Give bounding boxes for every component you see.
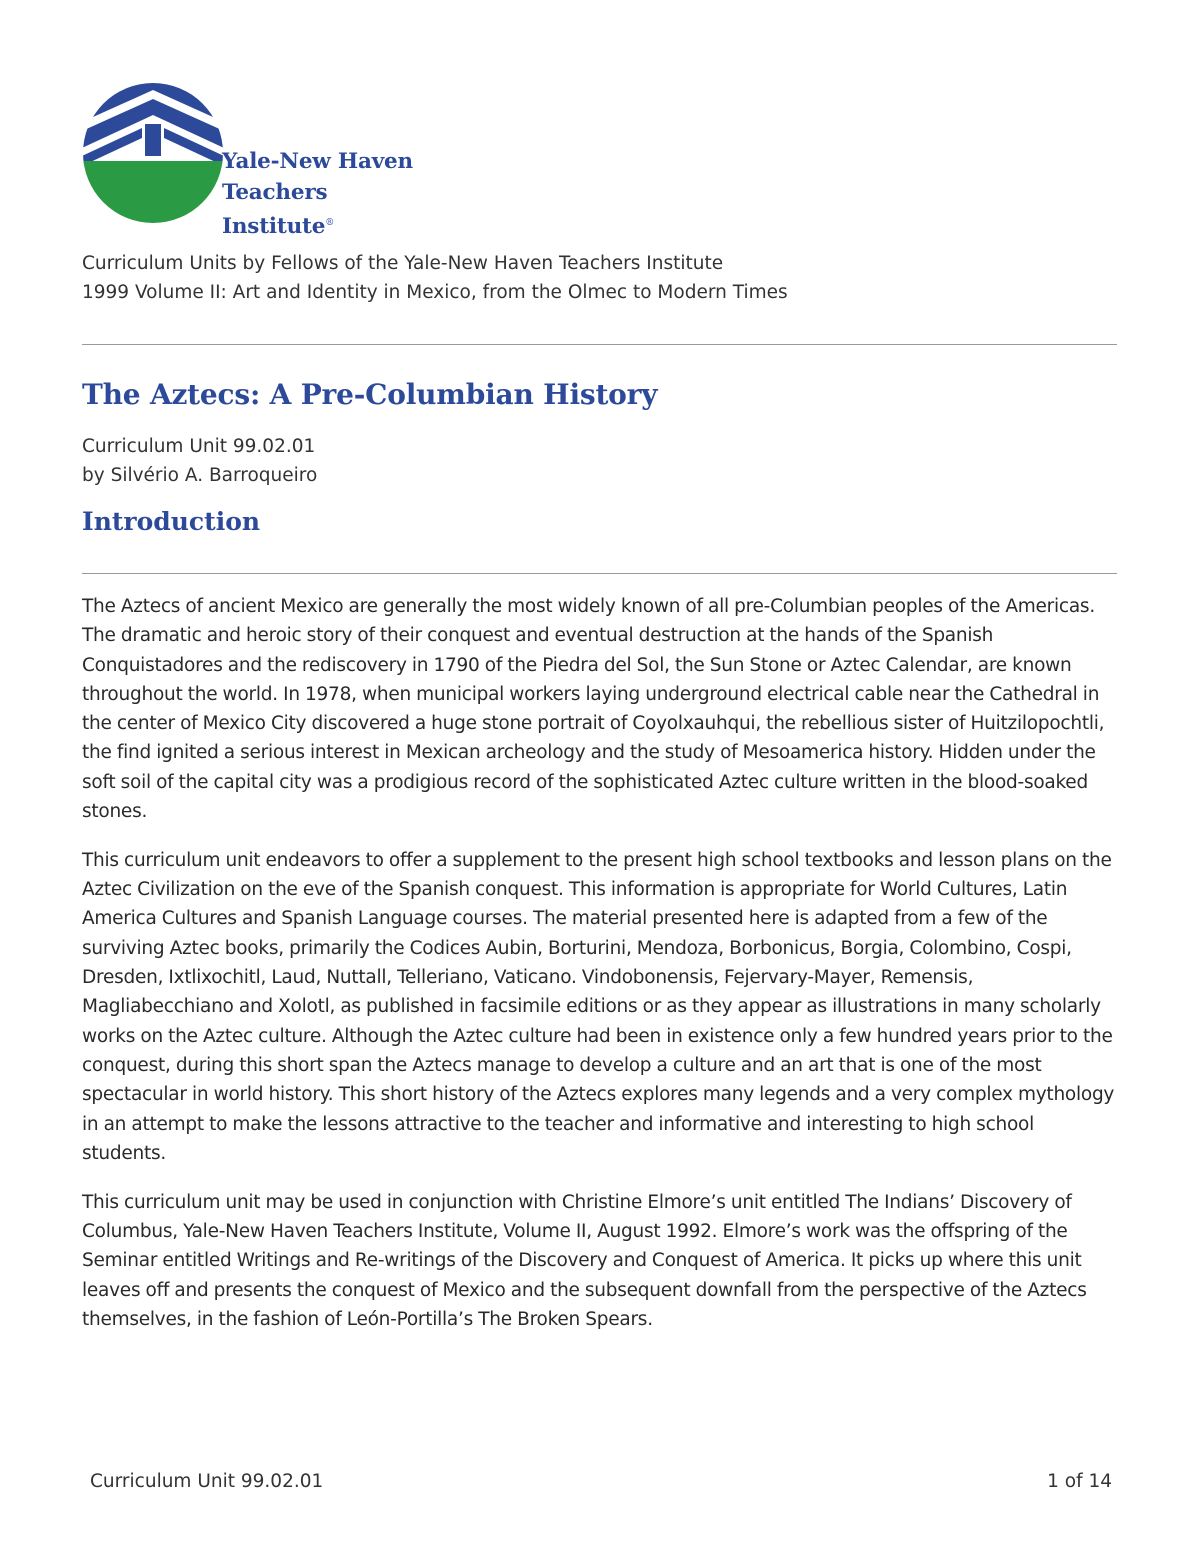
logo-mark-icon (82, 82, 224, 224)
registered-mark: ® (325, 218, 335, 228)
unit-meta (82, 432, 317, 490)
author-line: by Silvério A. Barroqueiro (82, 465, 318, 486)
paragraph: This curriculum unit may be used in conjunction with Christine Elmore’s unit entitled The Indians’ Discovery of Columbus, Yale-New Haven Teachers Institute, Volume II, August 1992. Elmore’s work was the offspring of the Seminar entitled Writings and Re-writings of the Discovery and Conquest of America. It picks up where this unit leaves off and presents the conquest of Mexico and the subsequent downfall from the perspective of the Aztecs themselves, in the fashion of León-Portilla’s The Broken Spears. (82, 1191, 1087, 1330)
page-title: The Aztecs: A Pre-Columbian History (82, 378, 658, 411)
page-number: 1 of 14 (1047, 1471, 1112, 1492)
logo-line-1: Yale-New Haven (222, 149, 413, 174)
section-heading: Introduction (82, 507, 261, 536)
body-text (82, 592, 1122, 1354)
paragraph: The Aztecs of ancient Mexico are generally the most widely known of all pre-Columbian peoples of the Americas. The dramatic and heroic story of their conquest and eventual destruction at the hands of the Spanish Conquistadores and the rediscovery in 1790 of the Piedra del Sol, the Sun Stone or Aztec Calendar, are known throughout the world. In 1978, when municipal workers laying underground electrical cable near the Cathedral in the center of Mexico City discovered a huge stone portrait of Coyolxauhqui, the rebellious sister of Huitzilopochtli, the find ignited a serious interest in Mexican archeology and the study of Mesoamerica history. Hidden under the soft soil of the capital city was a prodigious record of the sophisticated Aztec culture written in the blood-soaked stones. (82, 596, 1105, 823)
volume-title: 1999 Volume II: Art and Identity in Mexico, from the Olmec to Modern Times (82, 282, 788, 303)
publication-info (82, 249, 788, 307)
divider (82, 573, 1117, 574)
logo-wordmark (222, 146, 442, 242)
paragraph: This curriculum unit endeavors to offer a supplement to the present high school textbooks and lesson plans on the Aztec Civilization on the eve of the Spanish conquest. This information is appropriate for World Cultures, Latin America Cultures and Spanish Language courses. The material presented here is adapted from a few of the surviving Aztec books, primarily the Codices Aubin, Borturini, Mendoza, Borbonicus, Borgia, Colombino, Cospi, Dresden, Ixtlixochitl, Laud, Nuttall, Telleriano, Vaticano. Vindobonensis, Fejervary-Mayer, Remensis, Magliabecchiano and Xolotl, as published in facsimile editions or as they appear as illustrations in many scholarly works on the Aztec culture. Although the Aztec culture had been in existence only a few hundred years prior to the conquest, during this short span the Aztecs manage to develop a culture and an art that is one of the most spectacular in world history. This short history of the Aztecs explores many legends and a very complex mythology in an attempt to make the lessons attractive to the teacher and informative and interesting to high school students. (82, 849, 1115, 1164)
divider (82, 344, 1117, 345)
footer-unit: Curriculum Unit 99.02.01 (90, 1471, 324, 1492)
series-title: Curriculum Units by Fellows of the Yale-New Haven Teachers Institute (82, 253, 724, 274)
institute-logo (82, 82, 442, 240)
logo-line-2: Teachers Institute® (222, 180, 335, 240)
unit-number: Curriculum Unit 99.02.01 (82, 436, 316, 457)
